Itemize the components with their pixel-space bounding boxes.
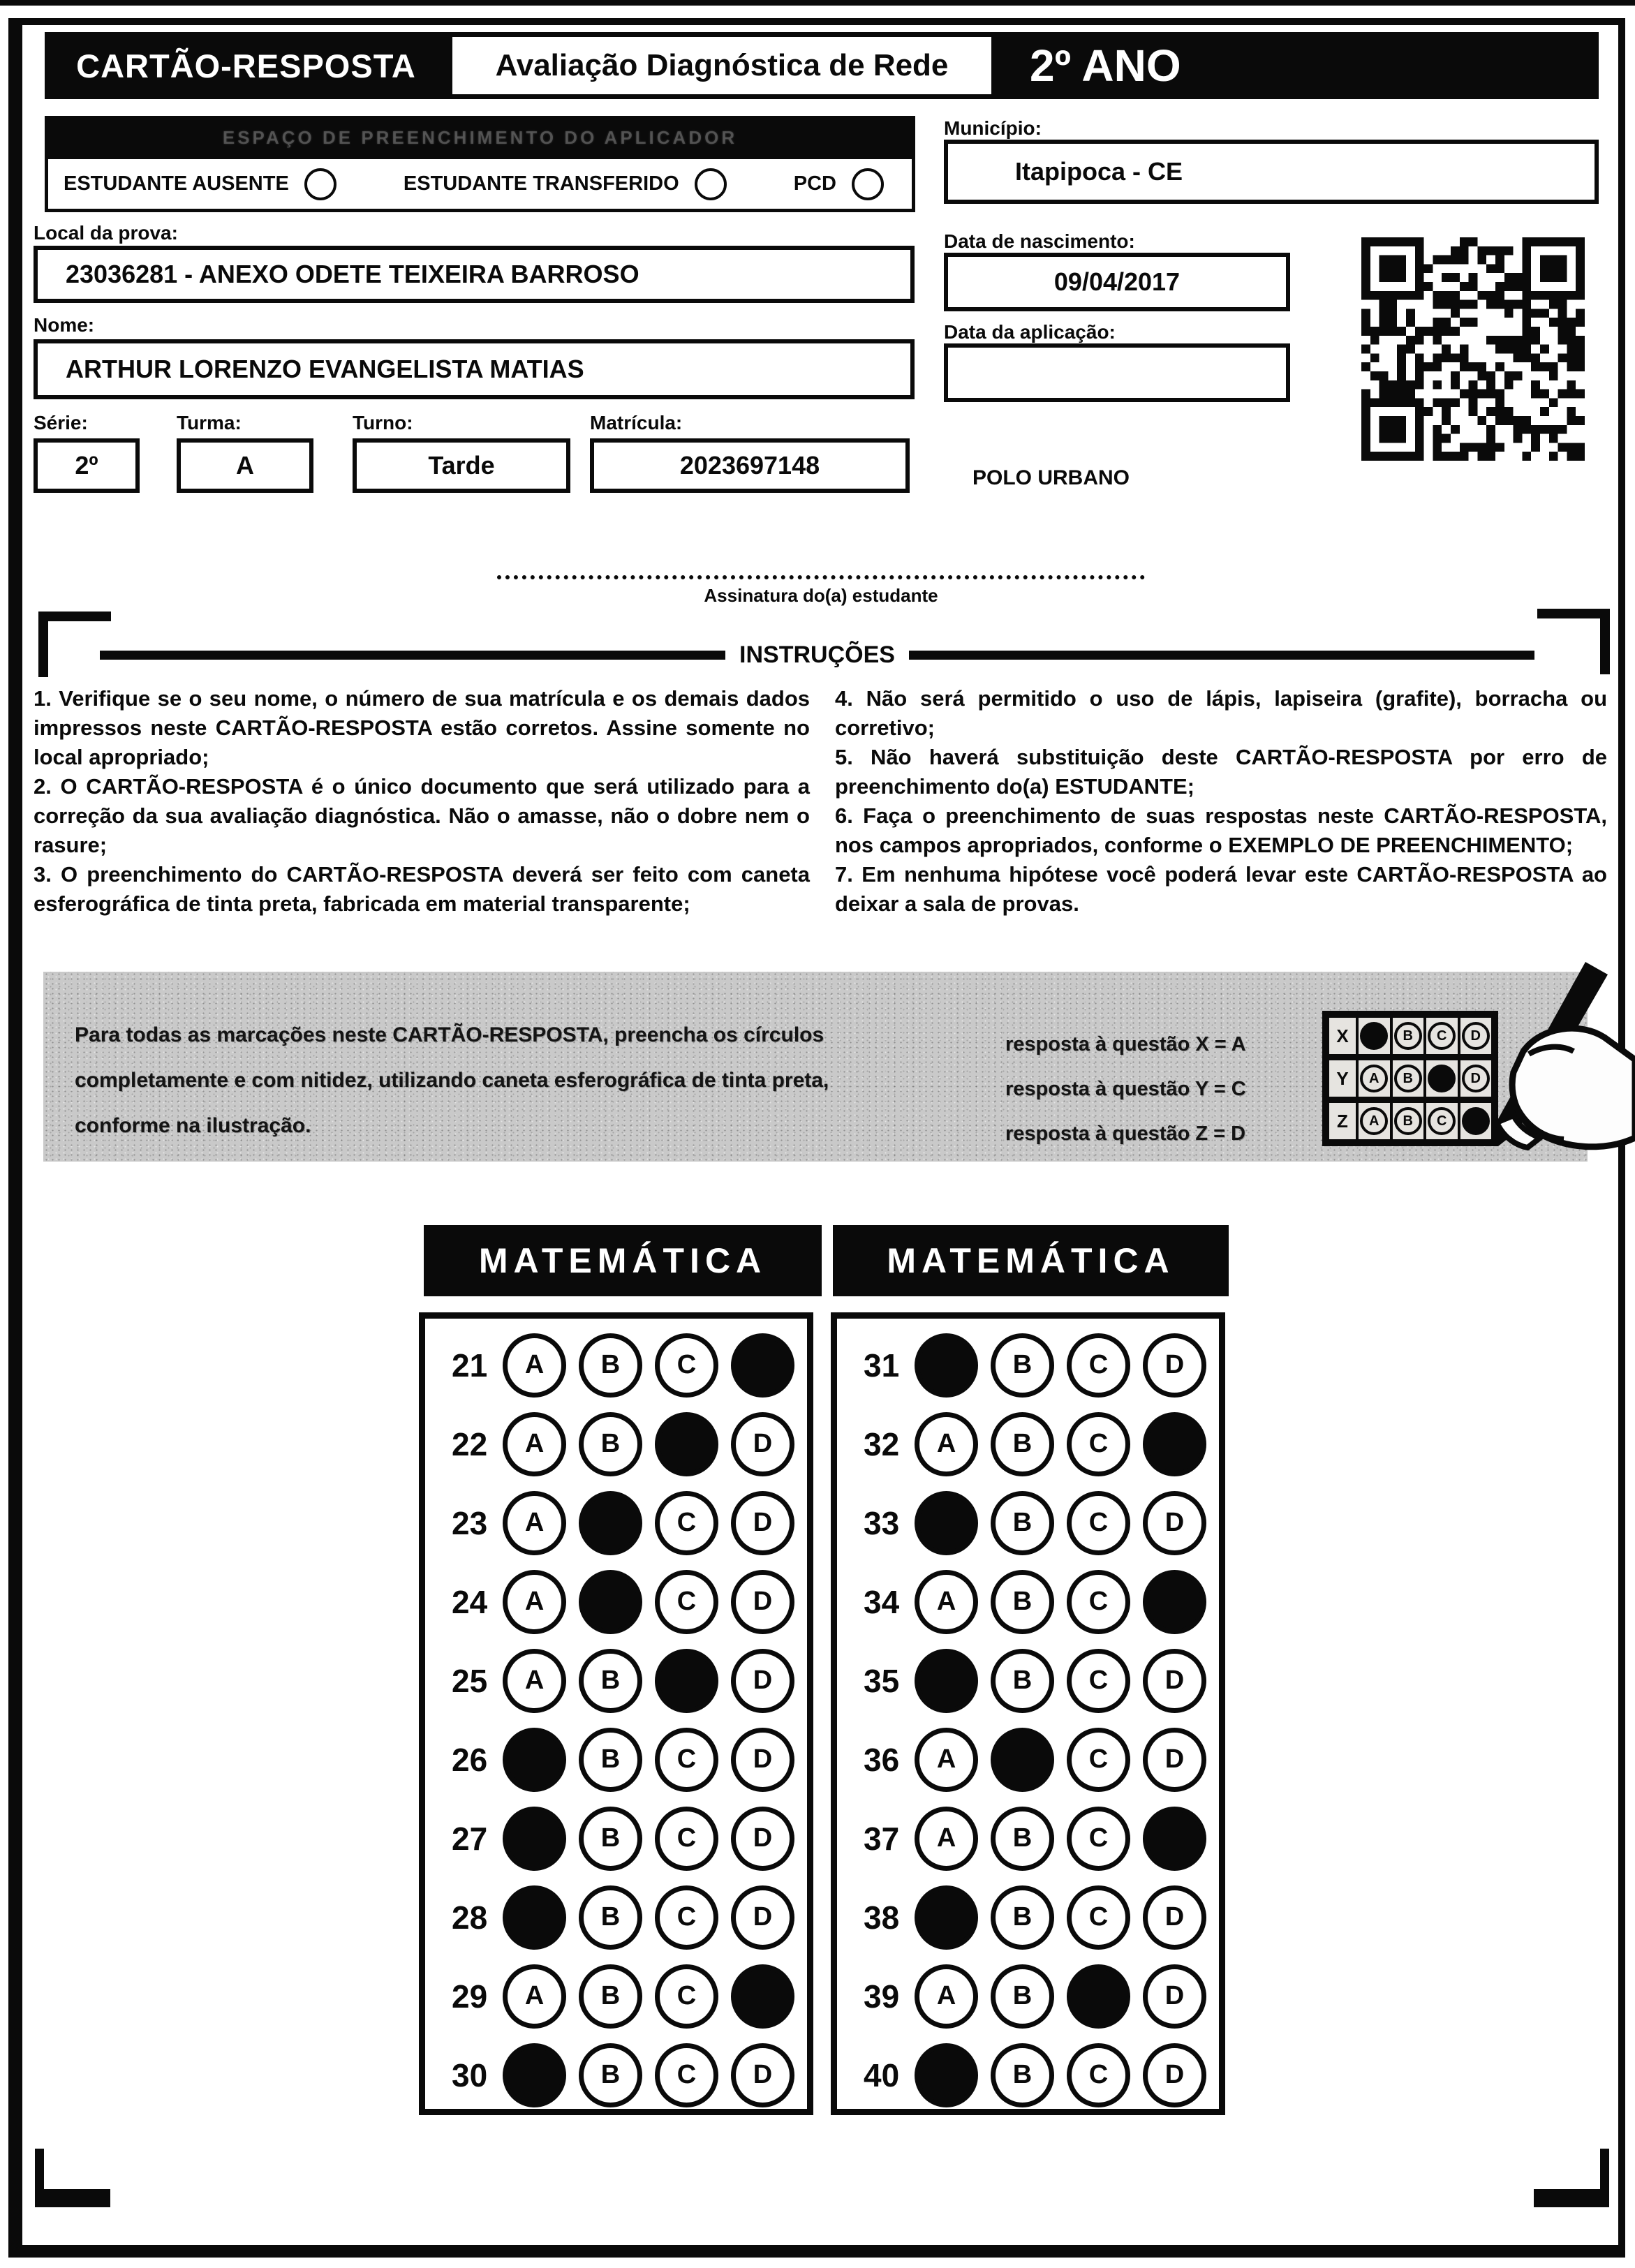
question-row bbox=[425, 2036, 807, 2114]
answer-grid-31-40 bbox=[831, 1312, 1225, 2115]
bubble-d[interactable]: D bbox=[1143, 1491, 1206, 1555]
bubble-b[interactable]: B bbox=[991, 1964, 1054, 2029]
question-row bbox=[837, 1799, 1219, 1878]
question-number: 36 bbox=[864, 1741, 900, 1778]
bubble-c[interactable]: C bbox=[1067, 1570, 1130, 1634]
local-prova-value: 23036281 - ANEXO ODETE TEIXEIRA BARROSO bbox=[66, 260, 639, 288]
question-number: 27 bbox=[452, 1820, 488, 1857]
question-row bbox=[837, 1720, 1219, 1799]
instruction-item: 7. Em nenhuma hipótese você poderá levar este CARTÃO-RESPOSTA ao deixar a sala de provas. bbox=[835, 862, 1607, 916]
bubble-a[interactable] bbox=[503, 2043, 566, 2107]
bubble-a[interactable]: A bbox=[915, 1807, 978, 1871]
estudante-ausente-label: ESTUDANTE AUSENTE bbox=[64, 172, 289, 195]
turma-box bbox=[177, 438, 313, 493]
example-bubble-a bbox=[1360, 1022, 1388, 1050]
bubble-a[interactable]: A bbox=[915, 1964, 978, 2029]
question-row bbox=[425, 1720, 807, 1799]
estudante-transferido-label: ESTUDANTE TRANSFERIDO bbox=[403, 172, 679, 195]
legend-line-y: resposta à questão Y = C bbox=[1005, 1078, 1246, 1100]
bubble-c[interactable]: C bbox=[1067, 1807, 1130, 1871]
nome-box bbox=[34, 339, 915, 399]
matricula-box bbox=[590, 438, 910, 493]
question-number: 23 bbox=[452, 1504, 488, 1541]
estudante-transferido-circle[interactable] bbox=[695, 168, 727, 200]
applicator-band-text: ESPAÇO DE PREENCHIMENTO DO APLICADOR bbox=[222, 126, 738, 148]
bubble-b[interactable]: B bbox=[579, 1412, 642, 1476]
question-row bbox=[425, 1878, 807, 1957]
bubble-c[interactable]: C bbox=[1067, 2043, 1130, 2107]
turno-value: Tarde bbox=[428, 451, 495, 480]
nascimento-value: 09/04/2017 bbox=[1053, 267, 1181, 296]
bubble-c[interactable]: C bbox=[655, 2043, 718, 2107]
instructions-column-left bbox=[34, 684, 810, 919]
bubble-b[interactable] bbox=[579, 1491, 642, 1555]
bubble-d[interactable] bbox=[731, 1964, 794, 2029]
bubble-d[interactable]: D bbox=[1143, 1333, 1206, 1398]
question-number: 24 bbox=[452, 1583, 488, 1620]
question-row bbox=[425, 1957, 807, 2036]
turno-label: Turno: bbox=[353, 412, 413, 433]
fill-example-legend bbox=[1005, 1022, 1246, 1156]
bubble-d[interactable] bbox=[1143, 1412, 1206, 1476]
instruction-item: 4. Não será permitido o uso de lápis, lapiseira (grafite), borracha ou corretivo; bbox=[835, 686, 1607, 740]
bubble-b[interactable]: B bbox=[991, 2043, 1054, 2107]
question-row bbox=[837, 1404, 1219, 1483]
bubble-b[interactable]: B bbox=[579, 1333, 642, 1398]
bubble-c[interactable]: C bbox=[1067, 1491, 1130, 1555]
question-row bbox=[425, 1483, 807, 1562]
serie-value: 2º bbox=[75, 451, 98, 480]
local-prova-label: Local da prova: bbox=[34, 222, 178, 244]
qr-code-svg bbox=[1361, 236, 1585, 462]
section-header-matematica-1: MATEMÁTICA bbox=[424, 1225, 822, 1296]
bubble-a[interactable]: A bbox=[915, 1570, 978, 1634]
applicator-band bbox=[45, 116, 915, 159]
instruction-item: 5. Não haverá substituição deste CARTÃO-RESPOSTA por erro de preenchimento do(a) ESTUDANTE; bbox=[835, 745, 1607, 799]
section-header-matematica-2: MATEMÁTICA bbox=[833, 1225, 1229, 1296]
bubble-b[interactable]: B bbox=[579, 1807, 642, 1871]
instruction-item: 2. O CARTÃO-RESPOSTA é o único documento que será utilizado para a correção da sua avaliação diagnóstica. Não o amasse, não o dobre nem o rasure; bbox=[34, 774, 810, 857]
example-bubble-c: C bbox=[1428, 1022, 1456, 1050]
instructions-header bbox=[100, 639, 1534, 670]
question-row bbox=[425, 1799, 807, 1878]
status-options-row bbox=[45, 159, 915, 212]
bubble-c[interactable]: C bbox=[655, 1333, 718, 1398]
bubble-b[interactable]: B bbox=[991, 1570, 1054, 1634]
question-number: 32 bbox=[864, 1425, 900, 1462]
bubble-d[interactable]: D bbox=[731, 1570, 794, 1634]
signature-line[interactable] bbox=[497, 575, 1145, 579]
bubble-c[interactable]: C bbox=[655, 1570, 718, 1634]
bubble-c[interactable]: C bbox=[655, 1491, 718, 1555]
nascimento-box bbox=[944, 253, 1290, 311]
question-number: 37 bbox=[864, 1820, 900, 1857]
serie-box bbox=[34, 438, 140, 493]
instructions-column-right bbox=[835, 684, 1607, 919]
bubble-a[interactable] bbox=[915, 1649, 978, 1713]
grade-label: 2º ANO bbox=[996, 32, 1599, 99]
question-row bbox=[425, 1562, 807, 1641]
pcd-label: PCD bbox=[793, 172, 836, 195]
question-number: 28 bbox=[452, 1899, 488, 1936]
question-row bbox=[837, 1878, 1219, 1957]
bubble-c[interactable]: C bbox=[655, 1964, 718, 2029]
bubble-a[interactable]: A bbox=[503, 1649, 566, 1713]
question-number: 29 bbox=[452, 1978, 488, 2015]
bubble-a[interactable] bbox=[915, 1885, 978, 1950]
turma-value: A bbox=[236, 451, 254, 480]
corner-bracket-bottom-left bbox=[35, 2149, 110, 2207]
bubble-a[interactable] bbox=[915, 1333, 978, 1398]
corner-bracket-top-right bbox=[1537, 609, 1610, 674]
example-cell bbox=[1393, 1103, 1427, 1139]
bubble-b[interactable]: B bbox=[579, 1964, 642, 2029]
bubble-a[interactable] bbox=[503, 1728, 566, 1792]
qr-code bbox=[1361, 236, 1585, 462]
bubble-b[interactable]: B bbox=[991, 1807, 1054, 1871]
bubble-c[interactable]: C bbox=[1067, 1728, 1130, 1792]
bubble-a[interactable] bbox=[915, 2043, 978, 2107]
bubble-b[interactable] bbox=[991, 1728, 1054, 1792]
bubble-c[interactable]: C bbox=[1067, 1412, 1130, 1476]
header-band bbox=[45, 32, 1599, 99]
hand-pen-illustration bbox=[1424, 962, 1635, 1171]
bubble-d[interactable]: D bbox=[1143, 1728, 1206, 1792]
bubble-d[interactable]: D bbox=[1143, 1649, 1206, 1713]
nome-label: Nome: bbox=[34, 314, 95, 336]
bubble-b[interactable]: B bbox=[991, 1649, 1054, 1713]
aplicacao-label: Data da aplicação: bbox=[944, 321, 1116, 343]
question-number: 35 bbox=[864, 1662, 900, 1699]
matricula-label: Matrícula: bbox=[590, 412, 683, 433]
pcd-circle[interactable] bbox=[852, 168, 884, 200]
instructions-bar-right bbox=[909, 651, 1534, 660]
question-number: 33 bbox=[864, 1504, 900, 1541]
bubble-d[interactable]: D bbox=[731, 1649, 794, 1713]
bubble-d[interactable]: D bbox=[731, 1491, 794, 1555]
example-bubble-a: A bbox=[1360, 1065, 1388, 1092]
question-number: 38 bbox=[864, 1899, 900, 1936]
legend-line-z: resposta à questão Z = D bbox=[1005, 1122, 1246, 1145]
bubble-d[interactable]: D bbox=[731, 1807, 794, 1871]
example-cell bbox=[1393, 1060, 1427, 1097]
bubble-a[interactable] bbox=[915, 1491, 978, 1555]
serie-label: Série: bbox=[34, 412, 88, 433]
signature-label: Assinatura do(a) estudante bbox=[704, 585, 938, 606]
legend-line-x: resposta à questão X = A bbox=[1005, 1033, 1246, 1055]
turma-label: Turma: bbox=[177, 412, 242, 433]
bubble-c[interactable] bbox=[655, 1649, 718, 1713]
sheet-title: CARTÃO-RESPOSTA bbox=[45, 32, 447, 99]
example-bubble-d: D bbox=[1462, 1065, 1490, 1092]
status-item-pcd bbox=[794, 168, 884, 200]
answer-grid-21-30 bbox=[419, 1312, 813, 2115]
bubble-c[interactable]: C bbox=[1067, 1333, 1130, 1398]
bubble-d[interactable]: D bbox=[731, 2043, 794, 2107]
example-bubble-b: B bbox=[1394, 1107, 1422, 1135]
bubble-b[interactable]: B bbox=[991, 1333, 1054, 1398]
example-bubble-b: B bbox=[1394, 1065, 1422, 1092]
bubble-d[interactable]: D bbox=[1143, 1885, 1206, 1950]
example-cell bbox=[1359, 1103, 1393, 1139]
question-number: 31 bbox=[864, 1347, 900, 1384]
example-cell bbox=[1359, 1018, 1393, 1054]
question-row bbox=[425, 1641, 807, 1720]
nascimento-label: Data de nascimento: bbox=[944, 230, 1135, 252]
bubble-c[interactable]: C bbox=[655, 1885, 718, 1950]
question-number: 39 bbox=[864, 1978, 900, 2015]
question-row bbox=[837, 1641, 1219, 1720]
example-bubble-a: A bbox=[1360, 1107, 1388, 1135]
status-item-transferido bbox=[404, 168, 727, 200]
bubble-a[interactable] bbox=[503, 1885, 566, 1950]
bubble-c[interactable] bbox=[1067, 1964, 1130, 2029]
bubble-c[interactable]: C bbox=[655, 1728, 718, 1792]
instruction-item: 1. Verifique se o seu nome, o número de sua matrícula e os demais dados impressos neste CARTÃO-RESPOSTA estão corretos. Assine somente no local apropriado; bbox=[34, 686, 810, 769]
example-bubble-d: D bbox=[1462, 1022, 1490, 1050]
signature-area bbox=[497, 575, 1145, 607]
assessment-title: Avaliação Diagnóstica de Rede bbox=[447, 32, 996, 99]
status-item-ausente bbox=[64, 168, 336, 200]
bubble-d[interactable]: D bbox=[731, 1728, 794, 1792]
question-number: 21 bbox=[452, 1347, 488, 1384]
example-row-label: Z bbox=[1329, 1103, 1359, 1139]
bubble-c[interactable] bbox=[655, 1412, 718, 1476]
matricula-value: 2023697148 bbox=[679, 451, 820, 480]
example-cell bbox=[1359, 1060, 1393, 1097]
bubble-b[interactable]: B bbox=[579, 1885, 642, 1950]
aplicacao-box bbox=[944, 343, 1290, 402]
bubble-b[interactable]: B bbox=[579, 2043, 642, 2107]
estudante-ausente-circle[interactable] bbox=[304, 168, 336, 200]
instructions-bar-left bbox=[100, 651, 725, 660]
bubble-a[interactable]: A bbox=[915, 1728, 978, 1792]
corner-bracket-bottom-right bbox=[1534, 2149, 1609, 2207]
bubble-b[interactable]: B bbox=[579, 1649, 642, 1713]
bubble-a[interactable]: A bbox=[503, 1491, 566, 1555]
bubble-b[interactable] bbox=[579, 1570, 642, 1634]
scan-edge-bar bbox=[0, 0, 1635, 6]
bubble-c[interactable]: C bbox=[1067, 1885, 1130, 1950]
question-number: 40 bbox=[864, 2056, 900, 2093]
bubble-d[interactable] bbox=[731, 1333, 794, 1398]
bubble-a[interactable]: A bbox=[503, 1333, 566, 1398]
local-prova-box bbox=[34, 246, 915, 303]
bubble-d[interactable] bbox=[1143, 1807, 1206, 1871]
nome-value: ARTHUR LORENZO EVANGELISTA MATIAS bbox=[66, 355, 584, 383]
fill-example-text: Para todas as marcações neste CARTÃO-RESPOSTA, preencha os círculos completamente e com nitidez, utilizando caneta esferográfica de tinta preta, conforme na ilustração. bbox=[75, 1023, 829, 1137]
bubble-c[interactable]: C bbox=[1067, 1649, 1130, 1713]
bubble-d[interactable] bbox=[1143, 1570, 1206, 1634]
question-row bbox=[425, 1404, 807, 1483]
example-bubble-c: C bbox=[1428, 1107, 1456, 1135]
question-row bbox=[837, 1483, 1219, 1562]
bubble-c[interactable]: C bbox=[655, 1807, 718, 1871]
question-number: 34 bbox=[864, 1583, 900, 1620]
bubble-b[interactable]: B bbox=[991, 1412, 1054, 1476]
bubble-a[interactable]: A bbox=[503, 1412, 566, 1476]
instruction-item: 3. O preenchimento do CARTÃO-RESPOSTA deverá ser feito com caneta esferográfica de tinta preta, fabricada em material transparente; bbox=[34, 862, 810, 916]
instructions-title: INSTRUÇÕES bbox=[739, 641, 895, 668]
municipio-label: Município: bbox=[944, 117, 1042, 139]
question-row bbox=[837, 2036, 1219, 2114]
bubble-a[interactable] bbox=[503, 1807, 566, 1871]
example-bubble-b: B bbox=[1394, 1022, 1422, 1050]
example-cell bbox=[1393, 1018, 1427, 1054]
bubble-b[interactable]: B bbox=[991, 1491, 1054, 1555]
question-row bbox=[425, 1326, 807, 1404]
question-row bbox=[837, 1326, 1219, 1404]
municipio-value: Itapipoca - CE bbox=[1015, 157, 1183, 186]
bubble-a[interactable]: A bbox=[503, 1964, 566, 2029]
bubble-b[interactable]: B bbox=[991, 1885, 1054, 1950]
example-row-label: X bbox=[1329, 1018, 1359, 1054]
question-row bbox=[837, 1957, 1219, 2036]
example-row-label: Y bbox=[1329, 1060, 1359, 1097]
question-row bbox=[837, 1562, 1219, 1641]
bubble-a[interactable]: A bbox=[503, 1570, 566, 1634]
bubble-d[interactable]: D bbox=[1143, 1964, 1206, 2029]
question-number: 30 bbox=[452, 2056, 488, 2093]
municipio-box bbox=[944, 140, 1599, 204]
bubble-d[interactable]: D bbox=[731, 1412, 794, 1476]
bubble-b[interactable]: B bbox=[579, 1728, 642, 1792]
turno-box bbox=[353, 438, 570, 493]
question-number: 25 bbox=[452, 1662, 488, 1699]
polo-label: POLO URBANO bbox=[972, 466, 1130, 489]
question-number: 22 bbox=[452, 1425, 488, 1462]
bubble-d[interactable]: D bbox=[731, 1885, 794, 1950]
bubble-a[interactable]: A bbox=[915, 1412, 978, 1476]
bubble-d[interactable]: D bbox=[1143, 2043, 1206, 2107]
question-number: 26 bbox=[452, 1741, 488, 1778]
instruction-item: 6. Faça o preenchimento de suas respostas neste CARTÃO-RESPOSTA, nos campos apropriados, conforme o EXEMPLO DE PREENCHIMENTO; bbox=[835, 803, 1607, 857]
